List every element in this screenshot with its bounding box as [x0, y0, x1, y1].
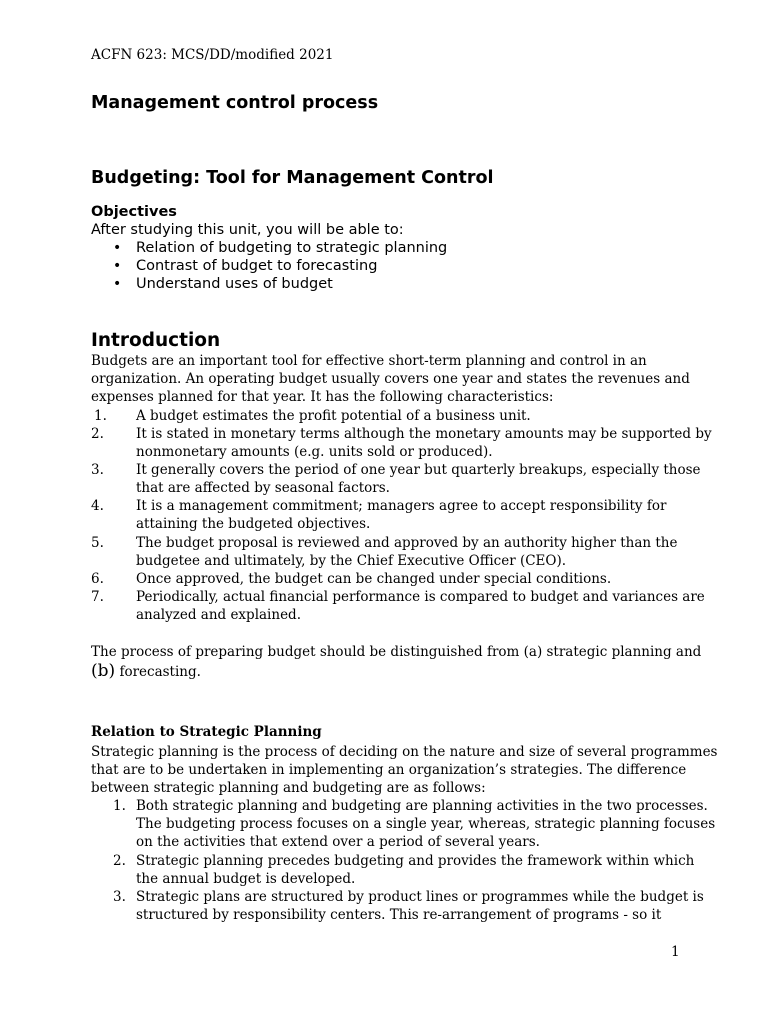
- paragraph-line: between strategic planning and budgeting are as follows:: [91, 780, 486, 796]
- list-item-continuation: structured by responsibility centers. This re-arrangement of programs - so it: [136, 907, 662, 923]
- bullet-icon: •: [113, 240, 122, 256]
- bullet-icon: •: [113, 258, 122, 274]
- list-item-continuation: analyzed and explained.: [136, 607, 301, 623]
- paragraph-line: Budgets are an important tool for effective short-term planning and control in an: [91, 353, 647, 369]
- paragraph-line: Strategic planning is the process of deciding on the nature and size of several programmes: [91, 744, 718, 760]
- objective-item: Understand uses of budget: [136, 276, 333, 292]
- paragraph-line: expenses planned for that year. It has the following characteristics:: [91, 389, 554, 405]
- list-number: 1.: [94, 408, 107, 424]
- page-header: ACFN 623: MCS/DD/modified 2021: [91, 47, 334, 63]
- closing-line: The process of preparing budget should be distinguished from (a) strategic planning and: [91, 644, 702, 660]
- list-item: It generally covers the period of one year but quarterly breakups, especially those: [136, 462, 701, 478]
- document-title: Management control process: [91, 93, 379, 113]
- list-item: Both strategic planning and budgeting are planning activities in the two processes.: [136, 798, 708, 814]
- bullet-icon: •: [113, 276, 122, 292]
- closing-b-label: (b): [91, 661, 116, 681]
- list-number: 7.: [91, 589, 104, 605]
- list-item-continuation: attaining the budgeted objectives.: [136, 516, 371, 532]
- page-number: 1: [671, 944, 680, 960]
- closing-rest: forecasting.: [115, 664, 201, 680]
- list-item-continuation: The budgeting process focuses on a single year, whereas, strategic planning focuses: [136, 816, 716, 832]
- section-title: Budgeting: Tool for Management Control: [91, 168, 494, 188]
- list-item: Periodically, actual financial performance is compared to budget and variances are: [136, 589, 705, 605]
- list-item: Strategic plans are structured by product lines or programmes while the budget is: [136, 889, 704, 905]
- list-number: 2.: [91, 426, 104, 442]
- objectives-intro: After studying this unit, you will be able to:: [91, 222, 404, 238]
- list-number: 6.: [91, 571, 104, 587]
- list-item: The budget proposal is reviewed and approved by an authority higher than the: [136, 535, 678, 551]
- list-item-continuation: on the activities that extend over a period of several years.: [136, 834, 540, 850]
- list-number: 3.: [113, 889, 126, 905]
- list-item: A budget estimates the profit potential of a business unit.: [136, 408, 531, 424]
- closing-line-2: [91, 662, 201, 681]
- objective-item: Contrast of budget to forecasting: [136, 258, 378, 274]
- list-item-continuation: nonmonetary amounts (e.g. units sold or produced).: [136, 444, 493, 460]
- objectives-heading: Objectives: [91, 204, 177, 220]
- objective-item: Relation of budgeting to strategic planning: [136, 240, 448, 256]
- list-item-continuation: budgetee and ultimately, by the Chief Executive Officer (CEO).: [136, 553, 567, 569]
- paragraph-line: organization. An operating budget usually covers one year and states the revenues and: [91, 371, 690, 387]
- list-item: Strategic planning precedes budgeting and provides the framework within which: [136, 853, 695, 869]
- list-item: It is stated in monetary terms although the monetary amounts may be supported by: [136, 426, 712, 442]
- list-item: It is a management commitment; managers agree to accept responsibility for: [136, 498, 667, 514]
- list-number: 1.: [113, 798, 126, 814]
- list-number: 3.: [91, 462, 104, 478]
- list-item-continuation: the annual budget is developed.: [136, 871, 356, 887]
- list-number: 4.: [91, 498, 104, 514]
- list-number: 5.: [91, 535, 104, 551]
- list-item-continuation: that are affected by seasonal factors.: [136, 480, 390, 496]
- strategic-heading: Relation to Strategic Planning: [91, 724, 322, 740]
- introduction-heading: Introduction: [91, 330, 221, 351]
- list-number: 2.: [113, 853, 126, 869]
- paragraph-line: that are to be undertaken in implementing an organization’s strategies. The difference: [91, 762, 687, 778]
- list-item: Once approved, the budget can be changed under special conditions.: [136, 571, 612, 587]
